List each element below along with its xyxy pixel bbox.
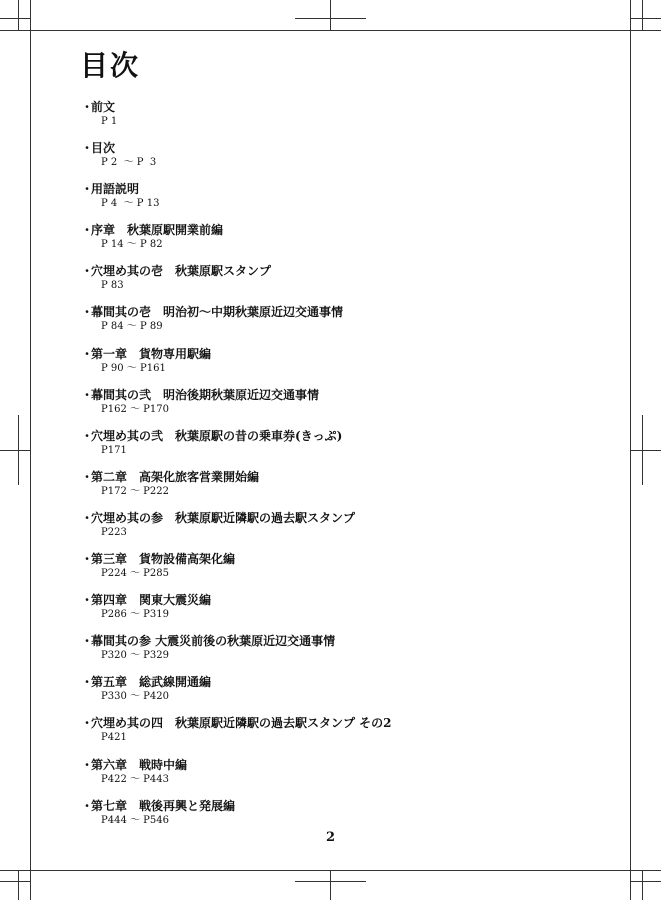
toc-item-title: 幕間其の壱 明治初～中期秋葉原近辺交通事情 xyxy=(91,305,344,320)
toc-item xyxy=(81,675,561,716)
bullet: ・ xyxy=(81,428,94,443)
toc-item-title: 第四章 関東大震災編 xyxy=(91,593,212,608)
toc-item xyxy=(81,552,561,593)
toc-item xyxy=(81,511,561,552)
toc-item-title: 穴埋め其の壱 秋葉原駅スタンプ xyxy=(91,264,272,279)
toc-item-pages: P421 xyxy=(101,732,127,744)
toc-item-title: 穴埋め其の弐 秋葉原駅の昔の乗車券(きっぷ) xyxy=(91,428,343,443)
bullet: ・ xyxy=(81,634,94,649)
toc-item-title: 穴埋め其の参 秋葉原駅近隣駅の過去駅スタンプ xyxy=(91,510,356,525)
toc-item-pages: P 2 ～ P 3 xyxy=(101,157,157,169)
toc-item xyxy=(81,716,561,757)
toc-item xyxy=(81,634,561,675)
toc-item xyxy=(81,593,561,634)
bullet: ・ xyxy=(81,387,94,402)
bullet: ・ xyxy=(81,346,94,361)
toc-item xyxy=(81,347,561,388)
bullet: ・ xyxy=(81,757,94,772)
toc-item-title: 前文 xyxy=(91,100,116,114)
toc-item xyxy=(81,264,561,305)
toc-item xyxy=(81,182,561,223)
toc-item-pages: P444 ～ P546 xyxy=(101,814,169,826)
toc-item-pages: P320 ～ P329 xyxy=(101,650,169,662)
toc-item-title: 幕間其の弐 明治後期秋葉原近辺交通事情 xyxy=(91,387,320,402)
page-title: 目次 xyxy=(80,49,141,82)
toc-item xyxy=(81,388,561,429)
toc-item xyxy=(81,223,561,264)
toc-item xyxy=(81,305,561,346)
toc-item-pages: P224 ～ P285 xyxy=(101,568,169,580)
toc-item-pages: P223 xyxy=(101,526,127,538)
toc-item-pages: P162 ～ P170 xyxy=(101,403,169,415)
toc-item-title: 穴埋め其の四 秋葉原駅近隣駅の過去駅スタンプ その2 xyxy=(91,716,392,731)
toc-item xyxy=(81,141,561,182)
toc-item-title: 用語説明 xyxy=(91,182,140,197)
toc-item xyxy=(81,758,561,799)
bullet: ・ xyxy=(81,305,94,320)
toc-item-pages: P 83 xyxy=(101,280,124,292)
bullet: ・ xyxy=(81,264,94,279)
bullet: ・ xyxy=(81,182,94,197)
toc-item-title: 第五章 総武線開通編 xyxy=(91,675,212,690)
bullet: ・ xyxy=(81,552,94,567)
bullet: ・ xyxy=(81,469,94,484)
bullet: ・ xyxy=(81,716,94,731)
bullet: ・ xyxy=(81,100,94,114)
toc-item xyxy=(81,470,561,511)
bullet: ・ xyxy=(81,141,94,156)
toc-item-pages: P171 xyxy=(101,444,127,456)
toc-item-pages: P 14 ～ P 82 xyxy=(101,239,163,251)
page-number: 2 xyxy=(325,830,336,845)
bullet: ・ xyxy=(81,593,94,608)
toc-item-title: 序章 秋葉原駅開業前編 xyxy=(91,223,224,238)
toc-item xyxy=(81,429,561,470)
toc-item-pages: P286 ～ P319 xyxy=(101,609,169,621)
bullet: ・ xyxy=(81,510,94,525)
toc-item-pages: P 4 ～ P 13 xyxy=(101,198,160,210)
toc-item-title: 第一章 貨物専用駅編 xyxy=(91,346,212,361)
toc-item-title: 第二章 高架化旅客営業開始編 xyxy=(91,469,260,484)
toc-item-pages: P330 ～ P420 xyxy=(101,691,169,703)
toc-item-title: 幕間其の参 大震災前後の秋葉原近辺交通事情 xyxy=(91,634,336,649)
bullet: ・ xyxy=(81,675,94,690)
toc-list xyxy=(81,100,561,840)
toc-item-title: 目次 xyxy=(91,141,116,156)
toc-item-pages: P 90 ～ P161 xyxy=(101,362,166,374)
toc-item xyxy=(81,100,561,141)
toc-item-title: 第七章 戦後再興と発展編 xyxy=(91,798,236,813)
toc-item-title: 第三章 貨物設備高架化編 xyxy=(91,552,236,567)
toc-item-pages: P422 ～ P443 xyxy=(101,773,169,785)
toc-item-title: 第六章 戦時中編 xyxy=(91,757,188,772)
toc-item-pages: P172 ～ P222 xyxy=(101,485,169,497)
bullet: ・ xyxy=(81,223,94,238)
toc-item-pages: P 84 ～ P 89 xyxy=(101,321,163,333)
toc-item-pages: P 1 xyxy=(101,116,118,127)
bullet: ・ xyxy=(81,798,94,813)
